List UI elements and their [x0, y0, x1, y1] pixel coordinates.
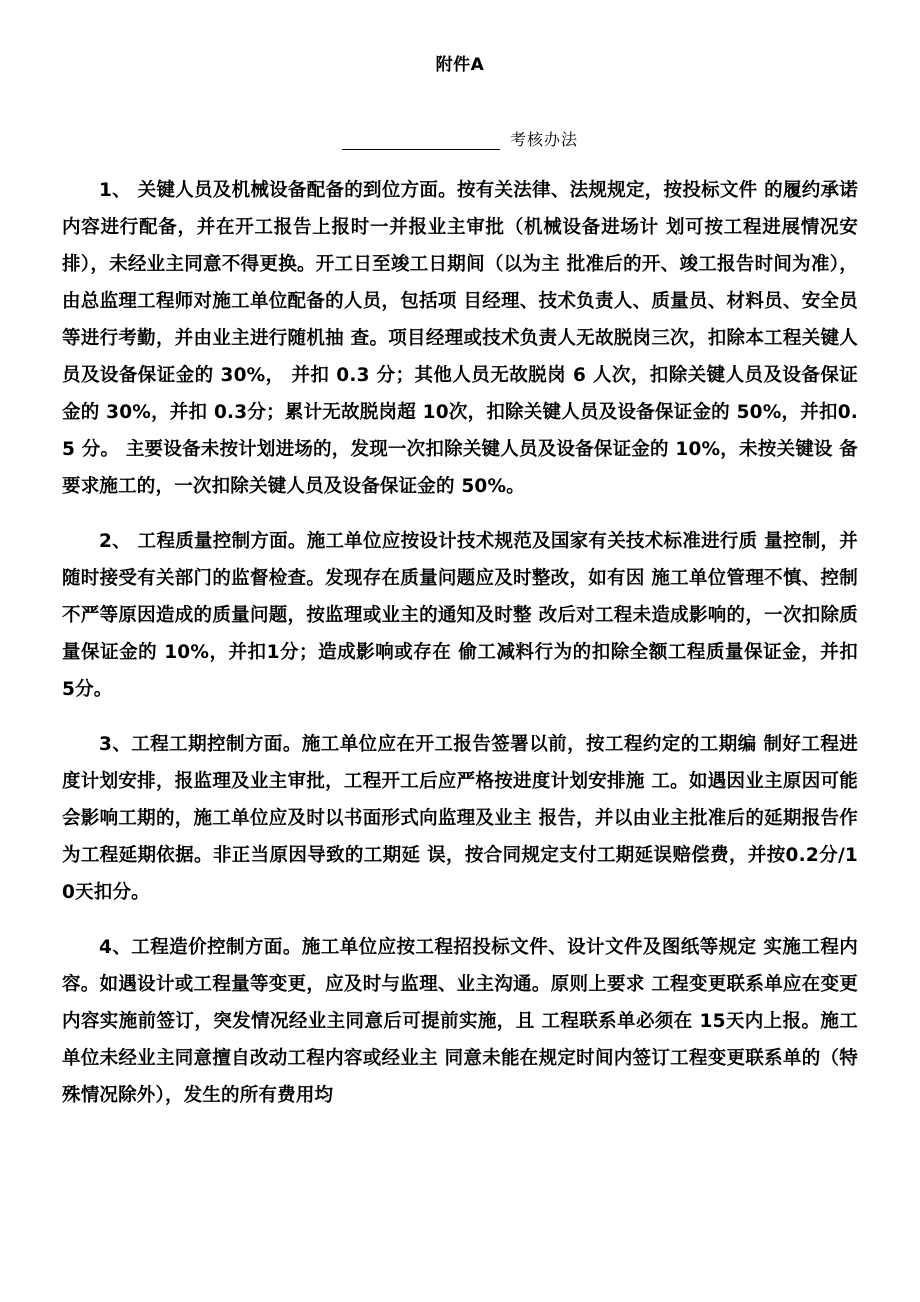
paragraph-4: 4、工程造价控制方面。施工单位应按工程招投标文件、设计文件及图纸等规定 实施工程内容。如遇设计或工程量等变更，应及时与监理、业主沟通。原则上要求 工程变更联系单应在变更内容实施前签订，突发情况经业主同意后可提前实施，且 工程联系单必须在 15天内上报。施工单位未经业主同意擅自改动工程内容或经业主 同意未能在规定时间内签订工程变更联系单的（特殊情况除外），发生的所有费用均	[62, 937, 858, 1106]
paragraph-2: 2、 工程质量控制方面。施工单位应按设计技术规范及国家有关技术标准进行质 量控制，并随时接受有关部门的监督检查。发现存在质量问题应及时整改，如有因 施工单位管理不慎、控制不严等原因造成的质量问题，按监理或业主的通知及时整 改后对工程未造成影响的，一次扣除质量保证金的 10%，并扣1分；造成影响或存在 偷工减料行为的扣除全额工程质量保证金，并扣 5分。	[62, 531, 858, 700]
subtitle-text: 考核办法	[509, 130, 578, 149]
paragraph-3: 3、工程工期控制方面。施工单位应在开工报告签署以前，按工程约定的工期编 制好工程进度计划安排，报监理及业主审批，工程开工后应严格按进度计划安排施 工。如遇因业主原因可能会影响工期的，施工单位应及时以书面形式向监理及业主 报告，并以由业主批准后的延期报告作为工程延期依据。非正当原因导致的工期延 误，按合同规定支付工期延误赔偿费，并按0.2分/10天扣分。	[62, 734, 858, 903]
paragraph-1: 1、 关键人员及机械设备配备的到位方面。按有关法律、法规规定，按投标文件 的履约承诺内容进行配备，并在开工报告上报时一并报业主审批（机械设备进场计 划可按工程进展情况安排），未经业主同意不得更换。开工日至竣工日期间（以为主 批准后的开、竣工报告时间为准），由总监理工程师对施工单位配备的人员，包括项 目经理、技术负责人、质量员、材料员、安全员等进行考勤，并由业主进行随机抽 查。项目经理或技术负责人无故脱岗三次，扣除本工程关键人员及设备保证金的 30%， 并扣 0.3 分；其他人员无故脱岗 6 人次，扣除关键人员及设备保证金的 30%，并扣 0.3分；累计无故脱岗超 10次，扣除关键人员及设备保证金的 50%，并扣0.5 分。 主要设备未按计划进场的，发现一次扣除关键人员及设备保证金的 10%，未按关键设 备要求施工的，一次扣除关键人员及设备保证金的 50%。	[62, 180, 858, 497]
fill-in-blank-line	[342, 132, 500, 150]
subtitle-row	[62, 127, 858, 150]
page-title: 附件A	[435, 55, 485, 75]
document-body	[62, 172, 858, 1114]
